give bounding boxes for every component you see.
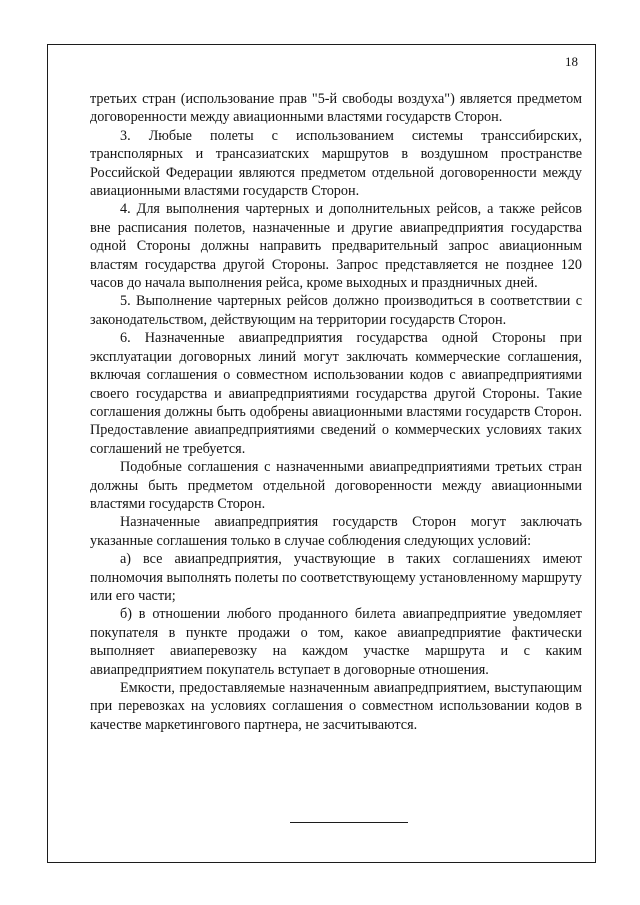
document-body bbox=[90, 90, 582, 734]
paragraph-condition-a: а) все авиапредприятия, участвующие в таких соглашениях имеют полномочия выполнять полеты по соответствующему установленному маршруту или его части; bbox=[90, 551, 582, 604]
paragraph-item-5: 5. Выполнение чартерных рейсов должно производиться в соответствии с законодательством, действующим на территории государств Сторон. bbox=[90, 293, 582, 328]
paragraph-item-4: 4. Для выполнения чартерных и дополнительных рейсов, а также рейсов вне расписания полетов, назначенные и другие авиапредприятия государства одной Стороны должны направить предварительный запрос авиационным властям государства другой Стороны. Запрос представляется не позднее 120 часов до начала выполнения рейса, кроме выходных и праздничных дней. bbox=[90, 201, 582, 292]
paragraph-item-3: 3. Любые полеты с использованием системы транссибирских, трансполярных и трансазиатских маршрутов в воздушном пространстве Российской Федерации являются предметом отдельной договоренности между авиационными властями государств Сторон. bbox=[90, 127, 582, 200]
paragraph-capacity: Емкости, предоставляемые назначенным авиапредприятием, выступающим при перевозках на условиях соглашения о совместном использовании кодов в качестве маркетингового партнера, не засчитываются. bbox=[90, 680, 582, 733]
paragraph-item-6: 6. Назначенные авиапредприятия государства одной Стороны при эксплуатации договорных линий могут заключать коммерческие соглашения, включая соглашения о совместном использовании кодов с авиапредприятиями своего государства и авиапредприятиями государства другой Стороны. Такие соглашения должны быть одобрены авиационными властями государств Сторон. Предоставление авиапредприятиями сведений о коммерческих условиях таких соглашений не требуется. bbox=[90, 330, 582, 457]
paragraph-conditions-intro: Назначенные авиапредприятия государств Сторон могут заключать указанные соглашения только в случае соблюдения следующих условий: bbox=[90, 514, 582, 549]
page-number: 18 bbox=[565, 54, 578, 69]
end-rule bbox=[290, 822, 408, 823]
paragraph-condition-b: б) в отношении любого проданного билета авиапредприятие уведомляет покупателя в пункте продажи о том, какое авиапредприятие фактически выполняет авиаперевозку на каждом участке маршрута и с каким авиапредприятием покупатель вступает в договорные отношения. bbox=[90, 606, 582, 678]
paragraph-third-countries: Подобные соглашения с назначенными авиапредприятиями третьих стран должны быть предметом отдельной договоренности между авиационными властями государств Сторон. bbox=[90, 459, 582, 512]
paragraph-continuation: третьих стран (использование прав "5-й свободы воздуха") является предметом договоренности между авиационными властями государств Сторон. bbox=[90, 91, 582, 126]
